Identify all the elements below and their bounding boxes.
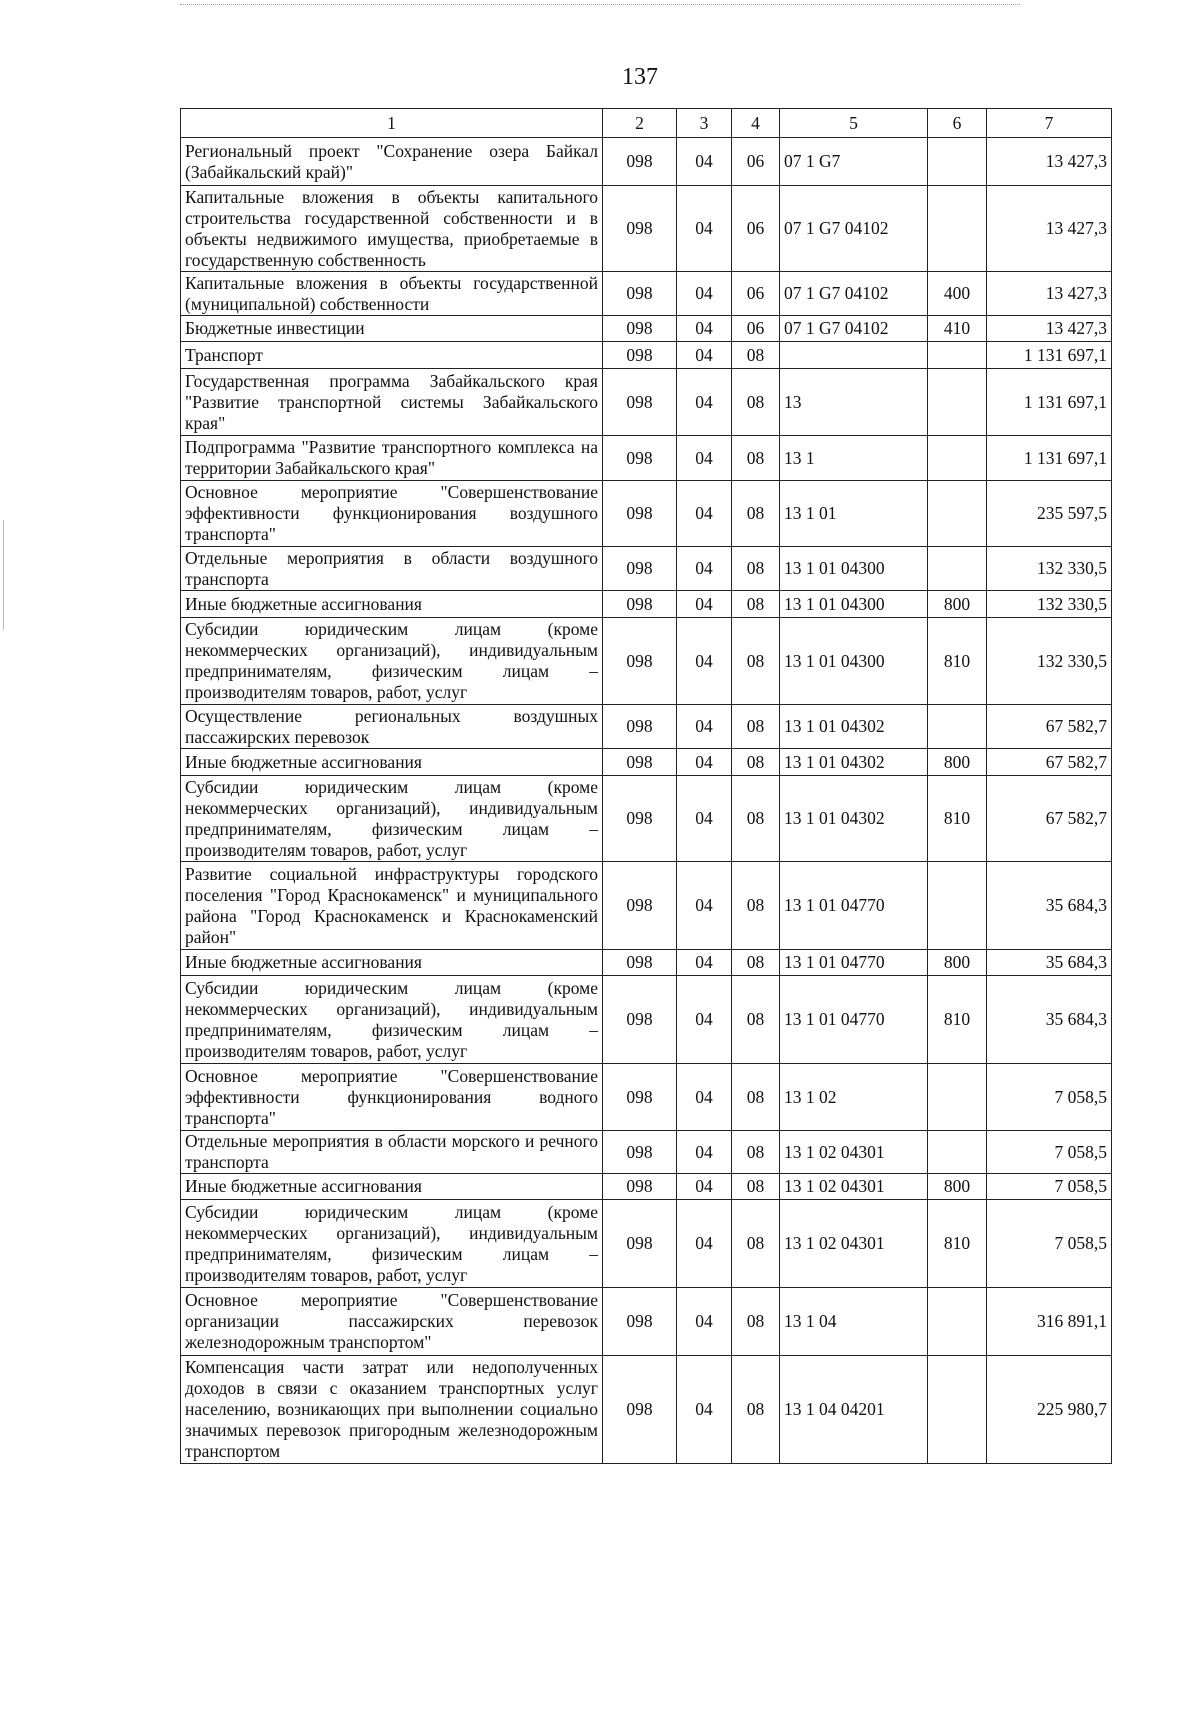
row-name-cell: Основное мероприятие "Совершенствование организации пассажирских перевозок железнодорожным транспортом" <box>181 1288 603 1356</box>
row-column-2-cell: 098 <box>603 316 677 342</box>
row-amount-cell: 132 330,5 <box>987 618 1112 705</box>
row-expense-type-cell: 810 <box>928 618 987 705</box>
row-name-cell: Основное мероприятие "Совершенствование эффективности функционирования воздушного транспорта" <box>181 481 603 547</box>
row-name-cell: Субсидии юридическим лицам (кроме некоммерческих организаций), индивидуальным предпринимателям, физическим лицам – производителям товаров, работ, услуг <box>181 618 603 705</box>
row-code-cell: 13 1 01 04302 <box>780 776 928 862</box>
row-amount-cell: 7 058,5 <box>987 1064 1112 1131</box>
row-column-2-cell: 098 <box>603 138 677 186</box>
row-column-3-cell: 04 <box>677 1356 732 1464</box>
row-amount-cell: 7 058,5 <box>987 1131 1112 1174</box>
row-column-2-cell: 098 <box>603 749 677 776</box>
row-column-4-cell: 08 <box>732 547 780 591</box>
row-column-3-cell: 04 <box>677 342 732 369</box>
row-column-3-cell: 04 <box>677 138 732 186</box>
row-amount-cell: 35 684,3 <box>987 976 1112 1064</box>
scan-margin-mark <box>3 520 4 630</box>
table-row <box>181 862 1112 950</box>
row-column-2-cell: 098 <box>603 369 677 436</box>
row-column-4-cell: 06 <box>732 316 780 342</box>
row-column-4-cell: 08 <box>732 618 780 705</box>
table-row <box>181 186 1112 272</box>
row-column-3-cell: 04 <box>677 862 732 950</box>
row-name-cell: Капитальные вложения в объекты капитального строительства государственной собственности и в объекты недвижимого имущества, приобретаемые в государственную собственность <box>181 186 603 272</box>
row-column-4-cell: 08 <box>732 1131 780 1174</box>
row-name-cell: Субсидии юридическим лицам (кроме некоммерческих организаций), индивидуальным предпринимателям, физическим лицам – производителям товаров, работ, услуг <box>181 776 603 862</box>
table-row <box>181 1174 1112 1200</box>
row-code-cell: 13 1 01 04300 <box>780 591 928 618</box>
row-column-3-cell: 04 <box>677 976 732 1064</box>
row-code-cell: 07 1 G7 04102 <box>780 316 928 342</box>
row-column-3-cell: 04 <box>677 1131 732 1174</box>
table-row <box>181 1356 1112 1464</box>
row-column-4-cell: 06 <box>732 272 780 316</box>
row-column-2-cell: 098 <box>603 862 677 950</box>
table-row <box>181 316 1112 342</box>
row-amount-cell: 13 427,3 <box>987 138 1112 186</box>
row-column-2-cell: 098 <box>603 1356 677 1464</box>
page-number: 137 <box>622 64 658 90</box>
row-column-2-cell: 098 <box>603 186 677 272</box>
row-column-3-cell: 04 <box>677 481 732 547</box>
row-code-cell: 13 1 02 04301 <box>780 1174 928 1200</box>
row-expense-type-cell <box>928 862 987 950</box>
row-column-2-cell: 098 <box>603 342 677 369</box>
row-column-2-cell: 098 <box>603 547 677 591</box>
row-code-cell <box>780 342 928 369</box>
row-expense-type-cell <box>928 547 987 591</box>
row-code-cell: 13 1 01 04770 <box>780 950 928 976</box>
table-row <box>181 436 1112 481</box>
column-header: 7 <box>987 109 1112 138</box>
row-code-cell: 07 1 G7 04102 <box>780 186 928 272</box>
row-column-4-cell: 08 <box>732 369 780 436</box>
row-expense-type-cell <box>928 1131 987 1174</box>
row-column-2-cell: 098 <box>603 776 677 862</box>
table-row <box>181 272 1112 316</box>
row-column-4-cell: 08 <box>732 705 780 749</box>
row-column-2-cell: 098 <box>603 950 677 976</box>
row-column-3-cell: 04 <box>677 186 732 272</box>
row-column-4-cell: 08 <box>732 481 780 547</box>
table-row <box>181 1064 1112 1131</box>
row-name-cell: Иные бюджетные ассигнования <box>181 749 603 776</box>
row-column-4-cell: 08 <box>732 950 780 976</box>
row-amount-cell: 13 427,3 <box>987 316 1112 342</box>
table-row <box>181 591 1112 618</box>
row-amount-cell: 316 891,1 <box>987 1288 1112 1356</box>
row-amount-cell: 235 597,5 <box>987 481 1112 547</box>
row-column-3-cell: 04 <box>677 316 732 342</box>
budget-table <box>180 108 1112 1464</box>
row-name-cell: Транспорт <box>181 342 603 369</box>
row-column-3-cell: 04 <box>677 591 732 618</box>
row-expense-type-cell: 800 <box>928 1174 987 1200</box>
column-header: 3 <box>677 109 732 138</box>
table-row <box>181 481 1112 547</box>
row-name-cell: Подпрограмма "Развитие транспортного комплекса на территории Забайкальского края" <box>181 436 603 481</box>
row-column-2-cell: 098 <box>603 1288 677 1356</box>
row-column-4-cell: 08 <box>732 776 780 862</box>
row-code-cell: 13 1 <box>780 436 928 481</box>
row-amount-cell: 13 427,3 <box>987 272 1112 316</box>
table-row <box>181 705 1112 749</box>
row-expense-type-cell <box>928 1356 987 1464</box>
table-row <box>181 1131 1112 1174</box>
row-amount-cell: 35 684,3 <box>987 862 1112 950</box>
row-name-cell: Отдельные мероприятия в области морского и речного транспорта <box>181 1131 603 1174</box>
row-column-3-cell: 04 <box>677 547 732 591</box>
row-column-2-cell: 098 <box>603 436 677 481</box>
row-column-3-cell: 04 <box>677 950 732 976</box>
row-column-2-cell: 098 <box>603 1200 677 1288</box>
table-row <box>181 950 1112 976</box>
row-column-4-cell: 08 <box>732 976 780 1064</box>
row-name-cell: Бюджетные инвестиции <box>181 316 603 342</box>
row-column-3-cell: 04 <box>677 1200 732 1288</box>
table-header-row <box>181 109 1112 138</box>
row-column-3-cell: 04 <box>677 705 732 749</box>
row-column-3-cell: 04 <box>677 1064 732 1131</box>
table-row <box>181 369 1112 436</box>
row-amount-cell: 132 330,5 <box>987 591 1112 618</box>
row-name-cell: Развитие социальной инфраструктуры городского поселения "Город Краснокаменск" и муниципального района "Город Краснокаменск и Краснокаменский район" <box>181 862 603 950</box>
row-column-4-cell: 08 <box>732 1200 780 1288</box>
row-column-3-cell: 04 <box>677 1288 732 1356</box>
row-amount-cell: 132 330,5 <box>987 547 1112 591</box>
row-name-cell: Компенсация части затрат или недополученных доходов в связи с оказанием транспортных услуг населению, возникающих при выполнении социально значимых перевозок пригородным железнодорожным транспортом <box>181 1356 603 1464</box>
row-column-4-cell: 08 <box>732 436 780 481</box>
column-header: 2 <box>603 109 677 138</box>
row-column-3-cell: 04 <box>677 1174 732 1200</box>
row-amount-cell: 13 427,3 <box>987 186 1112 272</box>
row-code-cell: 13 1 01 04770 <box>780 976 928 1064</box>
row-name-cell: Государственная программа Забайкальского края "Развитие транспортной системы Забайкальского края" <box>181 369 603 436</box>
column-header: 5 <box>780 109 928 138</box>
row-amount-cell: 1 131 697,1 <box>987 369 1112 436</box>
row-amount-cell: 67 582,7 <box>987 749 1112 776</box>
row-expense-type-cell: 800 <box>928 591 987 618</box>
row-amount-cell: 7 058,5 <box>987 1174 1112 1200</box>
row-column-2-cell: 098 <box>603 591 677 618</box>
row-column-3-cell: 04 <box>677 272 732 316</box>
row-column-3-cell: 04 <box>677 618 732 705</box>
table-row <box>181 618 1112 705</box>
row-column-2-cell: 098 <box>603 976 677 1064</box>
row-code-cell: 07 1 G7 <box>780 138 928 186</box>
row-expense-type-cell <box>928 369 987 436</box>
row-code-cell: 13 <box>780 369 928 436</box>
row-code-cell: 13 1 02 04301 <box>780 1131 928 1174</box>
row-code-cell: 13 1 01 <box>780 481 928 547</box>
table-row <box>181 547 1112 591</box>
row-column-4-cell: 08 <box>732 1064 780 1131</box>
row-column-4-cell: 08 <box>732 862 780 950</box>
row-amount-cell: 1 131 697,1 <box>987 436 1112 481</box>
row-expense-type-cell <box>928 705 987 749</box>
row-amount-cell: 67 582,7 <box>987 776 1112 862</box>
row-name-cell: Основное мероприятие "Совершенствование эффективности функционирования водного транспорта" <box>181 1064 603 1131</box>
row-column-2-cell: 098 <box>603 1131 677 1174</box>
row-expense-type-cell <box>928 436 987 481</box>
table-row <box>181 976 1112 1064</box>
row-name-cell: Осуществление региональных воздушных пассажирских перевозок <box>181 705 603 749</box>
row-expense-type-cell: 410 <box>928 316 987 342</box>
row-code-cell: 13 1 04 <box>780 1288 928 1356</box>
table-row <box>181 342 1112 369</box>
row-column-2-cell: 098 <box>603 705 677 749</box>
row-column-3-cell: 04 <box>677 749 732 776</box>
row-expense-type-cell: 800 <box>928 950 987 976</box>
row-column-2-cell: 098 <box>603 618 677 705</box>
row-code-cell: 13 1 01 04300 <box>780 547 928 591</box>
row-column-4-cell: 08 <box>732 342 780 369</box>
row-code-cell: 13 1 04 04201 <box>780 1356 928 1464</box>
row-expense-type-cell <box>928 342 987 369</box>
row-column-4-cell: 08 <box>732 1356 780 1464</box>
row-expense-type-cell: 810 <box>928 776 987 862</box>
row-expense-type-cell <box>928 1288 987 1356</box>
row-code-cell: 13 1 01 04770 <box>780 862 928 950</box>
table-row <box>181 1288 1112 1356</box>
row-name-cell: Капитальные вложения в объекты государственной (муниципальной) собственности <box>181 272 603 316</box>
row-expense-type-cell: 810 <box>928 976 987 1064</box>
row-amount-cell: 67 582,7 <box>987 705 1112 749</box>
row-amount-cell: 225 980,7 <box>987 1356 1112 1464</box>
column-header: 4 <box>732 109 780 138</box>
column-header: 6 <box>928 109 987 138</box>
row-amount-cell: 35 684,3 <box>987 950 1112 976</box>
row-expense-type-cell <box>928 186 987 272</box>
row-code-cell: 13 1 02 04301 <box>780 1200 928 1288</box>
row-column-2-cell: 098 <box>603 1174 677 1200</box>
row-column-2-cell: 098 <box>603 272 677 316</box>
column-header: 1 <box>181 109 603 138</box>
row-code-cell: 13 1 01 04302 <box>780 749 928 776</box>
row-column-3-cell: 04 <box>677 436 732 481</box>
row-column-3-cell: 04 <box>677 776 732 862</box>
row-column-3-cell: 04 <box>677 369 732 436</box>
row-amount-cell: 7 058,5 <box>987 1200 1112 1288</box>
row-name-cell: Субсидии юридическим лицам (кроме некоммерческих организаций), индивидуальным предпринимателям, физическим лицам – производителям товаров, работ, услуг <box>181 1200 603 1288</box>
row-expense-type-cell <box>928 481 987 547</box>
row-column-4-cell: 08 <box>732 749 780 776</box>
row-name-cell: Иные бюджетные ассигнования <box>181 591 603 618</box>
row-name-cell: Субсидии юридическим лицам (кроме некоммерческих организаций), индивидуальным предпринимателям, физическим лицам – производителям товаров, работ, услуг <box>181 976 603 1064</box>
table-row <box>181 138 1112 186</box>
row-code-cell: 07 1 G7 04102 <box>780 272 928 316</box>
row-expense-type-cell <box>928 1064 987 1131</box>
row-expense-type-cell: 810 <box>928 1200 987 1288</box>
row-code-cell: 13 1 01 04300 <box>780 618 928 705</box>
row-column-4-cell: 08 <box>732 1174 780 1200</box>
scan-top-edge <box>180 4 1020 5</box>
row-expense-type-cell: 400 <box>928 272 987 316</box>
row-code-cell: 13 1 02 <box>780 1064 928 1131</box>
table-row <box>181 776 1112 862</box>
row-name-cell: Иные бюджетные ассигнования <box>181 1174 603 1200</box>
row-code-cell: 13 1 01 04302 <box>780 705 928 749</box>
row-name-cell: Иные бюджетные ассигнования <box>181 950 603 976</box>
row-column-2-cell: 098 <box>603 1064 677 1131</box>
row-column-4-cell: 08 <box>732 1288 780 1356</box>
row-name-cell: Отдельные мероприятия в области воздушного транспорта <box>181 547 603 591</box>
row-column-4-cell: 08 <box>732 591 780 618</box>
row-column-4-cell: 06 <box>732 138 780 186</box>
budget-table-wrapper <box>180 108 1112 1464</box>
row-column-2-cell: 098 <box>603 481 677 547</box>
row-column-4-cell: 06 <box>732 186 780 272</box>
row-expense-type-cell: 800 <box>928 749 987 776</box>
table-row <box>181 749 1112 776</box>
row-expense-type-cell <box>928 138 987 186</box>
table-row <box>181 1200 1112 1288</box>
row-amount-cell: 1 131 697,1 <box>987 342 1112 369</box>
row-name-cell: Региональный проект "Сохранение озера Байкал (Забайкальский край)" <box>181 138 603 186</box>
